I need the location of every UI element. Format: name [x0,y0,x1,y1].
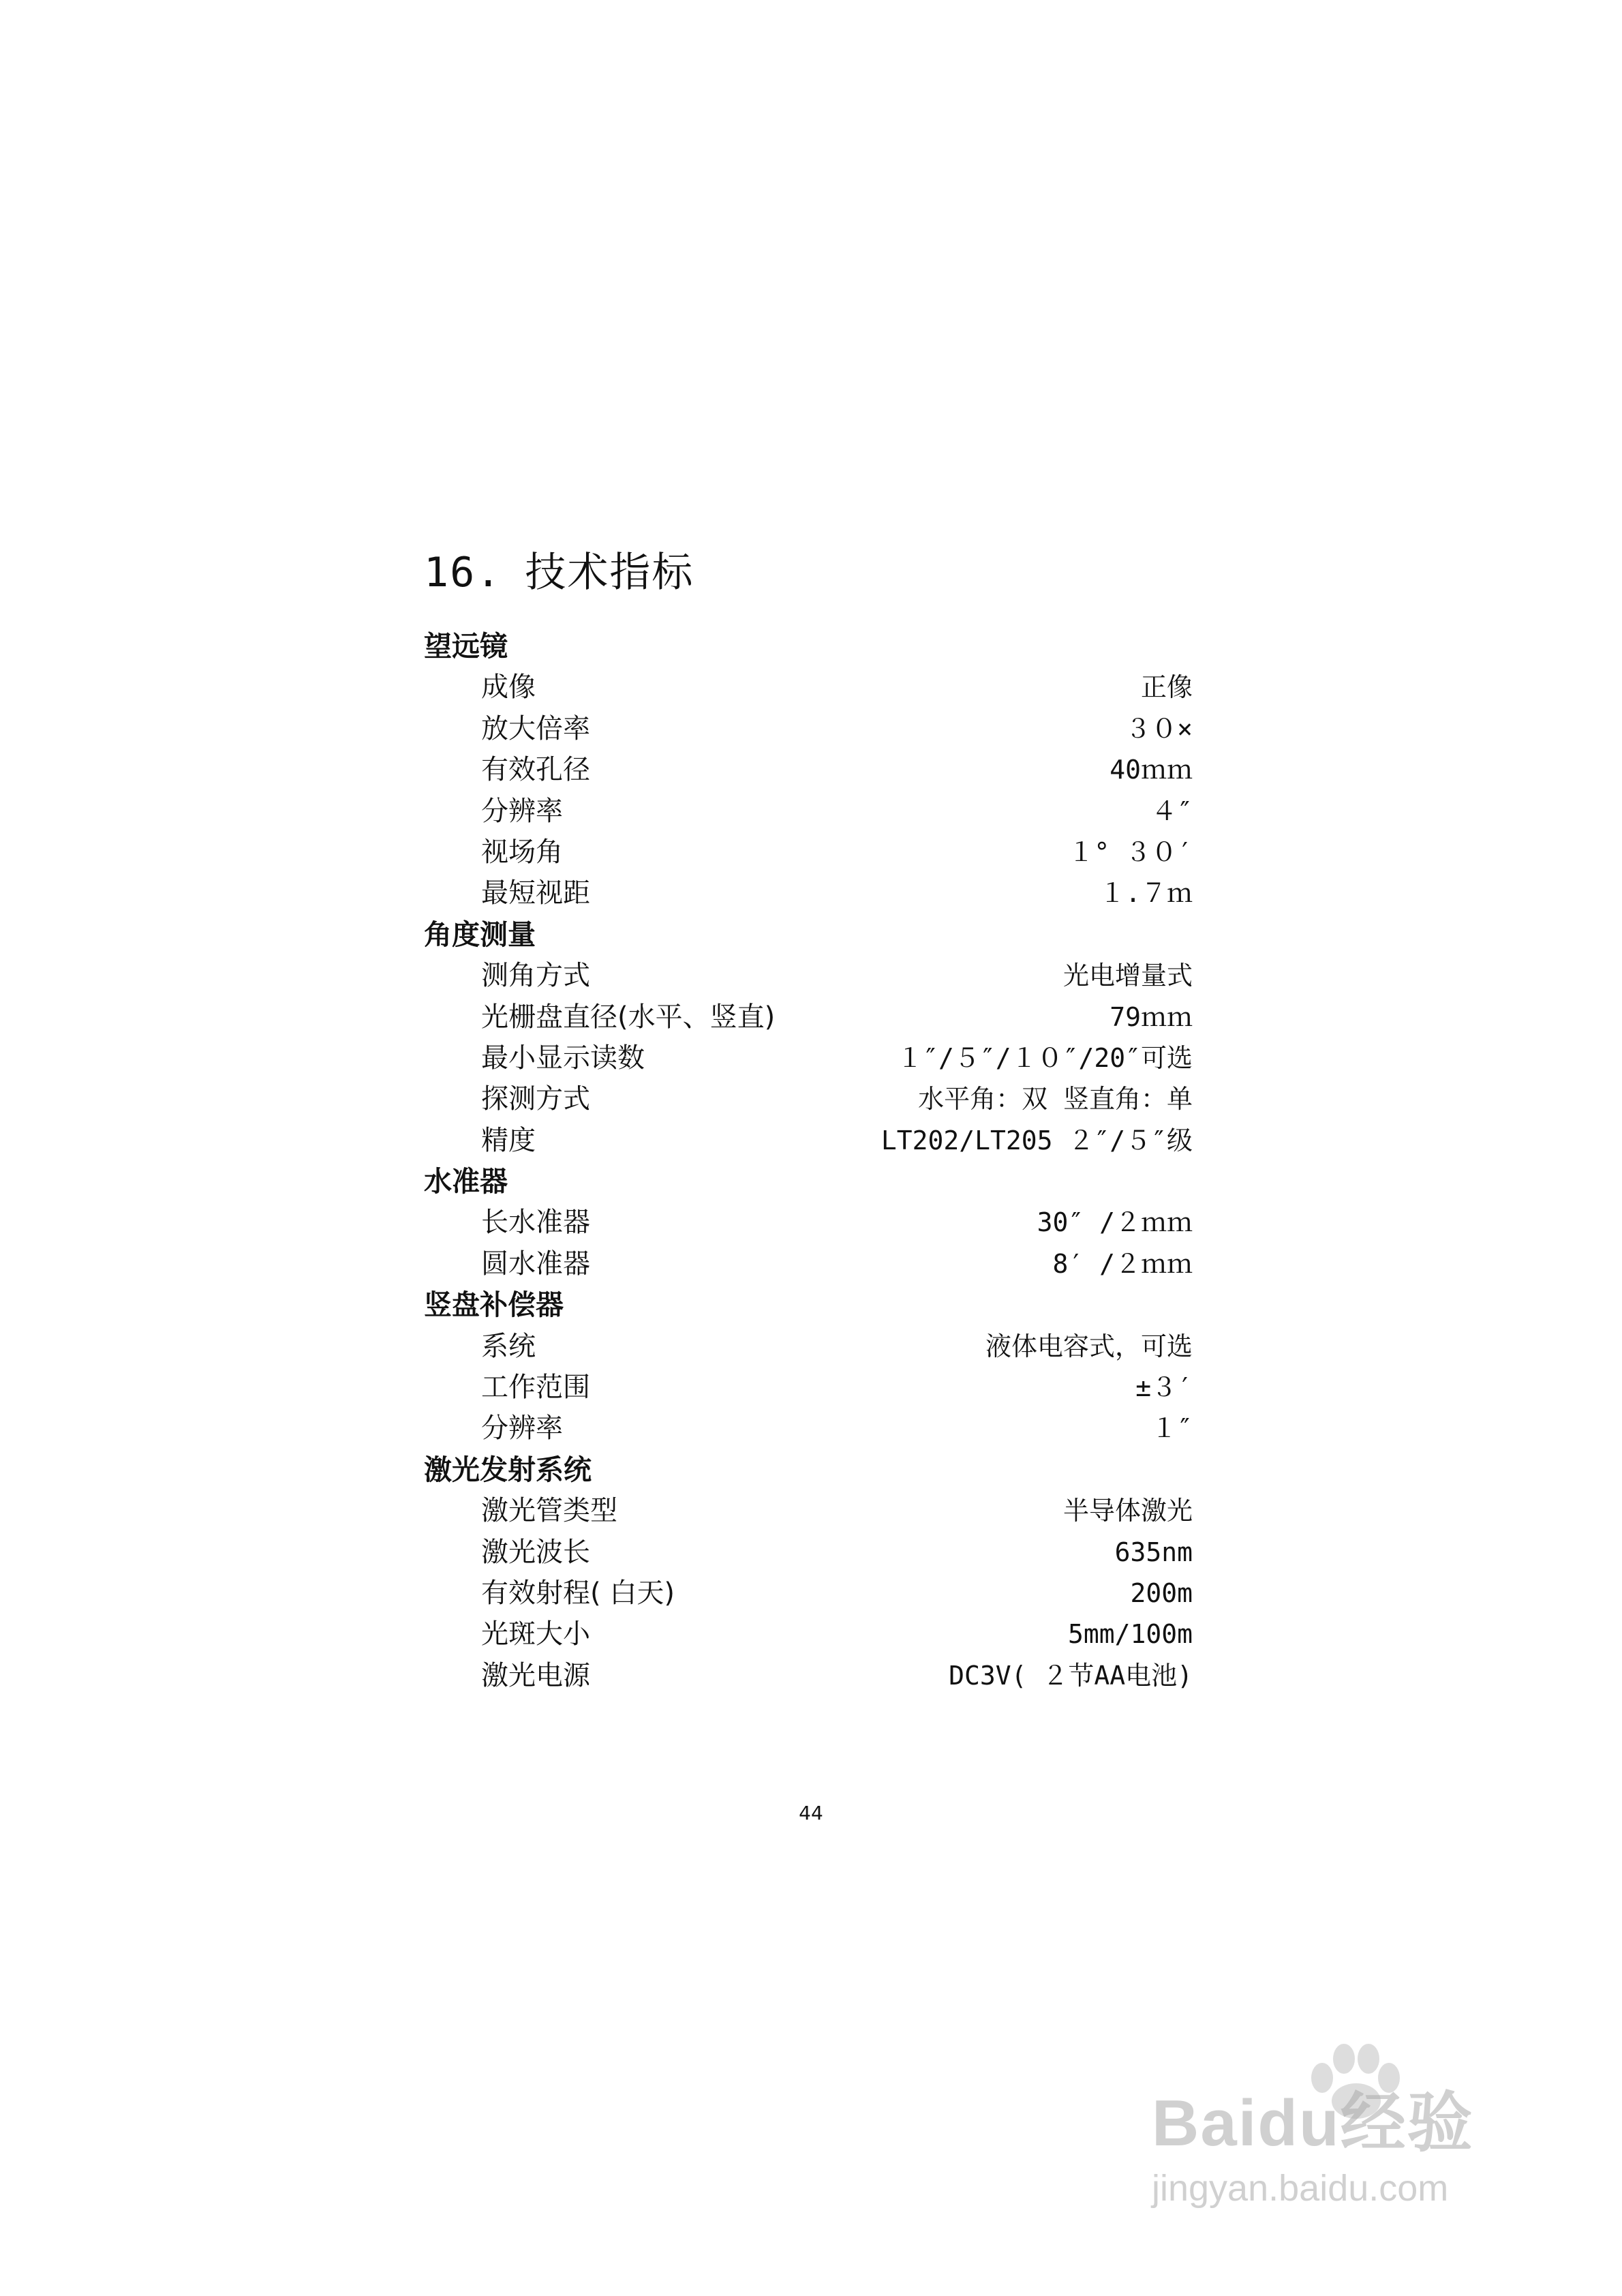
section-heading: 竖盘补偿器 [424,1288,564,1322]
page-title [424,545,694,600]
spec-label: 最短视距 [481,877,590,909]
watermark-url: jingyan.baidu.com [1152,2168,1449,2209]
spec-value: １″ [1151,1413,1193,1444]
section-heading: 激光发射系统 [424,1453,592,1486]
spec-label: 成像 [481,671,536,704]
spec-label: 视场角 [481,836,563,868]
spec-row [424,1532,1193,1573]
spec-row [424,791,1193,832]
spec-label: 分辨率 [481,795,563,827]
spec-row [424,873,1193,913]
spec-label: 激光电源 [481,1659,590,1691]
spec-label: 光斑大小 [481,1618,590,1650]
spec-label: 放大倍率 [481,712,590,744]
section-heading: 水准器 [424,1165,508,1198]
spec-row [424,1078,1193,1119]
spec-value: 半导体激光 [1062,1496,1193,1526]
watermark-logo: Baidu经验 [1152,2087,1474,2160]
section-heading: 望远镜 [424,630,508,663]
spec-row [424,1243,1193,1284]
spec-row [424,1573,1193,1614]
spec-label: 圆水准器 [481,1248,590,1280]
spec-row [424,1490,1193,1531]
spec-label: 工作范围 [481,1372,590,1404]
spec-value: LT202/LT205 ２″/５″级 [881,1125,1193,1155]
spec-label: 有效射程( 白天) [481,1577,675,1609]
spec-value: １° ３０′ [1068,836,1193,867]
section-heading: 角度测量 [424,918,536,951]
spec-label: 激光波长 [481,1536,590,1568]
section-number: 16. [424,549,502,596]
spec-value: 光电增量式 [1062,961,1193,991]
spec-label: 分辨率 [481,1413,563,1445]
spec-value: １.７ｍ [1099,878,1193,909]
spec-value: ４″ [1151,796,1193,826]
spec-row [424,1326,1193,1367]
spec-value: ±３′ [1135,1372,1193,1403]
spec-label: 探测方式 [481,1083,590,1115]
spec-value: ３０× [1125,713,1193,744]
spec-value: 正像 [1140,672,1193,703]
spec-row [424,708,1193,749]
spec-row [424,997,1193,1038]
spec-row [424,1120,1193,1161]
spec-label: 有效孔径 [481,754,590,786]
spec-label: 长水准器 [481,1207,590,1239]
spec-value: １″/５″/１０″/20″可选 [897,1042,1193,1073]
spec-value: 79ｍｍ [1110,1001,1193,1032]
page-number: 44 [799,1802,823,1824]
spec-row [424,955,1193,996]
spec-row [424,749,1193,790]
spec-value: 635nm [1114,1537,1193,1567]
spec-list [424,626,1193,1696]
section-title-text: 技术指标 [525,549,694,596]
spec-value: 30″ /２ｍｍ [1037,1207,1193,1238]
spec-row [424,1038,1193,1078]
spec-label: 测角方式 [481,960,590,992]
baidu-jingyan-watermark [1152,2038,1533,2216]
spec-label: 系统 [481,1330,536,1362]
spec-row [424,1202,1193,1243]
spec-value: 水平角：双 竖直角：单 [918,1084,1193,1115]
spec-row [424,1408,1193,1449]
spec-row [424,1367,1193,1408]
spec-row [424,1614,1193,1655]
spec-value: DC3V( ２节AA电池) [949,1660,1193,1691]
spec-row [424,832,1193,873]
spec-label: 精度 [481,1124,536,1156]
spec-value: 8′ /２ｍｍ [1052,1248,1193,1279]
spec-row [424,667,1193,708]
spec-label: 光栅盘直径(水平、竖直) [481,1001,776,1033]
spec-label: 最小显示读数 [481,1042,645,1074]
spec-value: 40ｍｍ [1110,755,1193,785]
spec-value: 200m [1130,1577,1193,1608]
spec-value: 液体电容式，可选 [985,1331,1193,1361]
spec-value: 5mm/100m [1067,1619,1193,1650]
spec-row [424,1655,1193,1696]
spec-label: 激光管类型 [481,1495,617,1527]
